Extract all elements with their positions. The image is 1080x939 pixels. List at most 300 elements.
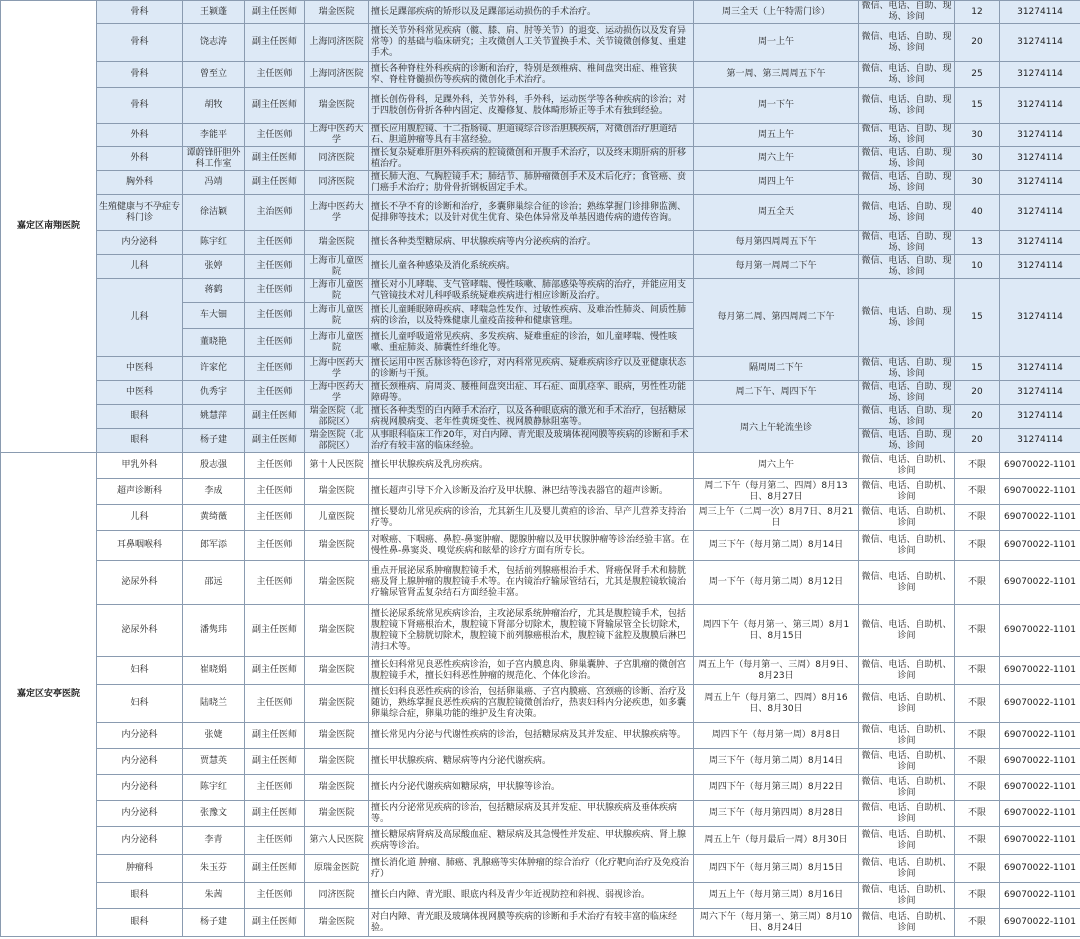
specialty-cell: 擅长内分泌代谢疾病如糖尿病，甲状腺等诊治。 — [369, 775, 694, 801]
source-hospital-cell: 第六人民医院 — [305, 827, 369, 855]
booking-method-cell: 微信、电话、自助机、诊间 — [859, 531, 955, 561]
clinic-time-cell: 周五上午（每月第三周）8月16日 — [694, 883, 859, 909]
table-row — [1, 24, 1080, 62]
specialty-cell: 擅长妇科良恶性疾病的诊治，包括卵巢癌、子宫内膜癌、宫颈癌的诊断、治疗及随访，熟练掌握良恶性疾病的宫腹腔镜微创治疗，热衷妇科内分泌疾患，如多囊卵巢综合症，卵巢功能的维护及生育决策。 — [369, 685, 694, 723]
specialty-cell: 对白内障、青光眼及玻璃体视网膜等疾病的诊断和手术治疗有较丰富的临床经验。 — [369, 909, 694, 937]
department-cell: 内分泌科 — [97, 749, 183, 775]
quota-cell: 15 — [955, 88, 1000, 124]
doctor-title-cell: 副主任医师 — [245, 24, 305, 62]
doctor-name-cell: 崔晓娟 — [183, 657, 245, 685]
quota-cell: 40 — [955, 195, 1000, 231]
department-cell: 内分泌科 — [97, 723, 183, 749]
source-hospital-cell: 上海市儿童医院 — [305, 255, 369, 279]
source-hospital-cell: 第十人民医院 — [305, 453, 369, 479]
department-cell: 耳鼻咽喉科 — [97, 531, 183, 561]
doctor-title-cell: 主任医师 — [245, 279, 305, 303]
specialty-cell: 擅长甲状腺疾病、糖尿病等内分泌代谢疾病。 — [369, 749, 694, 775]
clinic-time-cell: 周六上午 — [694, 453, 859, 479]
specialty-cell: 擅长泌尿系统常见疾病诊治，主攻泌尿系统肿瘤治疗，尤其是腹腔镜手术，包括腹腔镜下肾癌根治术，腹腔镜下肾部分切除术，腹腔镜下肾输尿管全长切除术，腹腔镜下全膀胱切除术，腹腔镜下前列腺癌根治术，腹腔镜下盆腔及腹膜后淋巴清扫术等。 — [369, 605, 694, 657]
department-cell: 眼科 — [97, 429, 183, 453]
doctor-name-cell: 张婕 — [183, 723, 245, 749]
doctor-title-cell: 主任医师 — [245, 531, 305, 561]
specialty-cell: 擅长儿童呼吸道常见疾病、多发疾病、疑难重症的诊治，如儿童哮喘、慢性咳嗽、重症肺炎、肺囊性纤维化等。 — [369, 329, 694, 357]
specialty-cell: 擅长复杂疑难肝胆外科疾病的腔镜微创和开腹手术治疗，以及终末期肝病的肝移植治疗。 — [369, 147, 694, 171]
doctor-name-cell: 潘隽玮 — [183, 605, 245, 657]
quota-cell: 20 — [955, 429, 1000, 453]
doctor-name-cell: 胡牧 — [183, 88, 245, 124]
department-cell: 眼科 — [97, 405, 183, 429]
quota-cell: 20 — [955, 24, 1000, 62]
clinic-time-cell: 周二下午、周四下午 — [694, 381, 859, 405]
phone-cell: 31274114 — [1000, 357, 1080, 381]
doctor-title-cell: 副主任医师 — [245, 405, 305, 429]
booking-method-cell: 微信、电话、自助、现场、诊间 — [859, 231, 955, 255]
doctor-name-cell: 仇秀宇 — [183, 381, 245, 405]
clinic-time-cell: 周四下午（每月第三周）8月15日 — [694, 855, 859, 883]
source-hospital-cell: 上海同济医院 — [305, 24, 369, 62]
phone-cell: 31274114 — [1000, 1, 1080, 24]
phone-cell: 69070022-1101 — [1000, 827, 1080, 855]
table-row — [1, 429, 1080, 453]
booking-method-cell: 微信、电话、自助机、诊间 — [859, 855, 955, 883]
table-row — [1, 723, 1080, 749]
doctor-title-cell: 副主任医师 — [245, 1, 305, 24]
clinic-time-cell: 周一上午 — [694, 24, 859, 62]
clinic-time-cell: 周四下午（每月第三周）8月22日 — [694, 775, 859, 801]
specialty-cell: 擅长关节外科常见疾病（髋、膝、肩、肘等关节）的退变、运动损伤以及发育异常等）的基础与临床研究；主攻微创人工关节置换手术、关节镜微创修复、重建手术。 — [369, 24, 694, 62]
clinic-time-cell: 周三下午（每月第四周）8月28日 — [694, 801, 859, 827]
doctor-name-cell: 杨子建 — [183, 909, 245, 937]
booking-method-cell: 微信、电话、自助机、诊间 — [859, 605, 955, 657]
department-cell: 甲乳外科 — [97, 453, 183, 479]
quota-cell: 不限 — [955, 685, 1000, 723]
booking-method-cell: 微信、电话、自助机、诊间 — [859, 723, 955, 749]
table-row — [1, 124, 1080, 147]
specialty-cell: 从事眼科临床工作20年，对白内障、青光眼及玻璃体视网膜等疾病的诊断和手术治疗有较丰富的临床经验。 — [369, 429, 694, 453]
doctor-title-cell: 主任医师 — [245, 381, 305, 405]
booking-method-cell: 微信、电话、自助机、诊间 — [859, 775, 955, 801]
doctor-title-cell: 副主任医师 — [245, 147, 305, 171]
quota-cell: 不限 — [955, 505, 1000, 531]
table-row — [1, 231, 1080, 255]
doctor-name-cell: 陈宇红 — [183, 231, 245, 255]
table-row — [1, 749, 1080, 775]
phone-cell: 31274114 — [1000, 429, 1080, 453]
department-cell: 儿科 — [97, 279, 183, 357]
doctor-name-cell: 姚慧萍 — [183, 405, 245, 429]
hospital-name: 嘉定区安亭医院 — [1, 453, 97, 937]
source-hospital-cell: 瑞金医院 — [305, 801, 369, 827]
quota-cell: 不限 — [955, 909, 1000, 937]
doctor-name-cell: 郎军添 — [183, 531, 245, 561]
source-hospital-cell: 瑞金医院 — [305, 231, 369, 255]
doctor-name-cell: 邵远 — [183, 561, 245, 605]
phone-cell: 69070022-1101 — [1000, 801, 1080, 827]
specialty-cell: 擅长各种脊柱外科疾病的诊断和治疗，特别是颈椎病、椎间盘突出症、椎管狭窄、脊柱脊髓损伤等疾病的微创化手术治疗。 — [369, 62, 694, 88]
department-cell: 肿瘤科 — [97, 855, 183, 883]
doctor-title-cell: 副主任医师 — [245, 723, 305, 749]
table-row — [1, 88, 1080, 124]
quota-cell: 15 — [955, 357, 1000, 381]
doctor-title-cell: 副主任医师 — [245, 171, 305, 195]
specialty-cell: 擅长运用中医舌脉诊特色诊疗，对内科常见疾病、疑难疾病诊疗以及亚健康状态的诊断与干预。 — [369, 357, 694, 381]
table-row — [1, 801, 1080, 827]
doctor-title-cell: 主治医师 — [245, 195, 305, 231]
source-hospital-cell: 瑞金医院 — [305, 479, 369, 505]
doctor-name-cell: 陆晓兰 — [183, 685, 245, 723]
quota-cell: 20 — [955, 381, 1000, 405]
source-hospital-cell: 上海同济医院 — [305, 62, 369, 88]
phone-cell: 69070022-1101 — [1000, 883, 1080, 909]
department-cell: 骨科 — [97, 88, 183, 124]
source-hospital-cell: 瑞金医院 — [305, 1, 369, 24]
booking-method-cell: 微信、电话、自助机、诊间 — [859, 909, 955, 937]
source-hospital-cell: 上海市儿童医院 — [305, 329, 369, 357]
doctor-name-cell: 饶志涛 — [183, 24, 245, 62]
quota-cell: 不限 — [955, 827, 1000, 855]
quota-cell: 20 — [955, 405, 1000, 429]
clinic-time-cell: 周五上午（每月第一、三周）8月9日、8月23日 — [694, 657, 859, 685]
source-hospital-cell: 同济医院 — [305, 171, 369, 195]
table-row — [1, 381, 1080, 405]
source-hospital-cell: 上海中医药大学 — [305, 124, 369, 147]
doctor-title-cell: 副主任医师 — [245, 657, 305, 685]
department-cell: 儿科 — [97, 255, 183, 279]
doctor-name-cell: 李成 — [183, 479, 245, 505]
specialty-cell: 擅长妇科常见良恶性疾病诊治，如子宫内膜息肉、卵巢囊肿、子宫肌瘤的微创宫腹腔镜手术，擅长妇科恶性肿瘤的规范化、个体化诊治。 — [369, 657, 694, 685]
clinic-time-cell: 周六上午 — [694, 147, 859, 171]
clinic-time-cell: 周一下午（每月第二周）8月12日 — [694, 561, 859, 605]
table-row — [1, 453, 1080, 479]
clinic-time-cell: 周四上午 — [694, 171, 859, 195]
department-cell: 外科 — [97, 147, 183, 171]
quota-cell: 10 — [955, 255, 1000, 279]
phone-cell: 69070022-1101 — [1000, 531, 1080, 561]
table-row — [1, 657, 1080, 685]
source-hospital-cell: 瑞金医院 — [305, 749, 369, 775]
doctor-name-cell: 徐洁颖 — [183, 195, 245, 231]
clinic-time-cell: 每月第一周周二下午 — [694, 255, 859, 279]
specialty-cell: 擅长消化道 肿瘤、肺癌、乳腺癌等实体肿瘤的综合治疗（化疗靶向治疗及免疫治疗） — [369, 855, 694, 883]
booking-method-cell: 微信、电话、自助机、诊间 — [859, 479, 955, 505]
clinic-time-cell: 周六上午轮流坐诊 — [694, 405, 859, 453]
source-hospital-cell: 瑞金医院（北部院区） — [305, 405, 369, 429]
source-hospital-cell: 儿童医院 — [305, 505, 369, 531]
doctor-name-cell: 李青 — [183, 827, 245, 855]
source-hospital-cell: 同济医院 — [305, 147, 369, 171]
booking-method-cell: 微信、电话、自助机、诊间 — [859, 561, 955, 605]
source-hospital-cell: 瑞金医院 — [305, 88, 369, 124]
clinic-time-cell: 周五上午 — [694, 124, 859, 147]
phone-cell: 69070022-1101 — [1000, 657, 1080, 685]
quota-cell: 不限 — [955, 479, 1000, 505]
specialty-cell: 擅长创伤骨科，足踝外科，关节外科，手外科，运动医学等各种疾病的诊治；对于四肢创伤骨折各种内固定、皮瓣修复、肢体畸形矫正等手术有独到经验。 — [369, 88, 694, 124]
quota-cell: 30 — [955, 124, 1000, 147]
quota-cell: 不限 — [955, 855, 1000, 883]
phone-cell: 31274114 — [1000, 405, 1080, 429]
doctor-title-cell: 主任医师 — [245, 561, 305, 605]
table-row — [1, 279, 1080, 303]
doctor-title-cell: 副主任医师 — [245, 429, 305, 453]
table-row — [1, 357, 1080, 381]
phone-cell: 69070022-1101 — [1000, 605, 1080, 657]
quota-cell: 不限 — [955, 749, 1000, 775]
department-cell: 骨科 — [97, 1, 183, 24]
doctor-name-cell: 朱玉芬 — [183, 855, 245, 883]
booking-method-cell: 微信、电话、自助、现场、诊间 — [859, 381, 955, 405]
table-row — [1, 62, 1080, 88]
doctor-title-cell: 主任医师 — [245, 255, 305, 279]
quota-cell: 25 — [955, 62, 1000, 88]
specialty-cell: 擅长儿童睡眠障碍疾病、哮喘急性发作、过敏性疾病、及难治性肺炎、间质性肺病的诊治，以及特殊健康儿童疫苗接种和健康管理。 — [369, 303, 694, 329]
quota-cell: 不限 — [955, 657, 1000, 685]
booking-method-cell: 微信、电话、自助机、诊间 — [859, 505, 955, 531]
specialty-cell: 擅长不孕不育的诊断和治疗，多囊卵巢综合征的诊治；熟练掌握门诊排卵监测、促排卵等技术；以及针对优生优育、染色体异常及单基因遗传病的遗传咨询。 — [369, 195, 694, 231]
department-cell: 内分泌科 — [97, 827, 183, 855]
specialty-cell: 擅长对小儿哮喘、支气管哮喘、慢性咳嗽、肺部感染等疾病的治疗，并能应用支气管镜技术对儿科呼吸系统疑难疾病进行相应诊断及治疗。 — [369, 279, 694, 303]
table-row — [1, 685, 1080, 723]
specialty-cell: 擅长甲状腺疾病及乳房疾病。 — [369, 453, 694, 479]
clinic-time-cell: 周一下午 — [694, 88, 859, 124]
quota-cell: 不限 — [955, 531, 1000, 561]
booking-method-cell: 微信、电话、自助、现场、诊间 — [859, 357, 955, 381]
table-row — [1, 195, 1080, 231]
department-cell: 外科 — [97, 124, 183, 147]
table-row — [1, 605, 1080, 657]
table-row — [1, 1, 1080, 24]
doctor-title-cell: 副主任医师 — [245, 909, 305, 937]
hospital-name: 嘉定区南翔医院 — [1, 1, 97, 453]
doctor-name-cell: 车大钿 — [183, 303, 245, 329]
specialty-cell: 擅长各种类型糖尿病、甲状腺疾病等内分泌疾病的治疗。 — [369, 231, 694, 255]
doctor-title-cell: 主任医师 — [245, 357, 305, 381]
clinic-time-cell: 周五上午（每月第二、四周）8月16日、8月30日 — [694, 685, 859, 723]
source-hospital-cell: 原瑞金医院 — [305, 855, 369, 883]
department-cell: 妇科 — [97, 657, 183, 685]
source-hospital-cell: 瑞金医院 — [305, 657, 369, 685]
clinic-time-cell: 周四下午（每月第一周）8月8日 — [694, 723, 859, 749]
source-hospital-cell: 上海中医药大学 — [305, 381, 369, 405]
specialty-cell: 擅长婴幼儿常见疾病的诊治，尤其新生儿及婴儿黄疸的诊治、早产儿营养支持治疗等。 — [369, 505, 694, 531]
doctor-name-cell: 许家佗 — [183, 357, 245, 381]
phone-cell: 31274114 — [1000, 124, 1080, 147]
doctor-name-cell: 陈宇红 — [183, 775, 245, 801]
specialty-cell: 擅长应用腹腔镜、十二指肠镜、胆道镜综合诊治胆胰疾病，对微创治疗胆道结石、胆道肿瘤等具有丰富经验。 — [369, 124, 694, 147]
phone-cell: 31274114 — [1000, 147, 1080, 171]
doctor-name-cell: 杨子建 — [183, 429, 245, 453]
phone-cell: 69070022-1101 — [1000, 723, 1080, 749]
phone-cell: 31274114 — [1000, 255, 1080, 279]
phone-cell: 31274114 — [1000, 279, 1080, 357]
phone-cell: 69070022-1101 — [1000, 453, 1080, 479]
phone-cell: 69070022-1101 — [1000, 685, 1080, 723]
booking-method-cell: 微信、电话、自助、现场、诊间 — [859, 195, 955, 231]
specialty-cell: 对喉癌、下咽癌、鼻腔-鼻窦肿瘤、腮腺肿瘤以及甲状腺肿瘤等诊治经验丰富。在慢性鼻-鼻窦炎、嗅觉疾病和眩晕的诊疗方面有所专长。 — [369, 531, 694, 561]
booking-method-cell: 微信、电话、自助、现场、诊间 — [859, 405, 955, 429]
source-hospital-cell: 瑞金医院 — [305, 531, 369, 561]
booking-method-cell: 微信、电话、自助、现场、诊间 — [859, 147, 955, 171]
booking-method-cell: 微信、电话、自助机、诊间 — [859, 883, 955, 909]
department-cell: 儿科 — [97, 505, 183, 531]
department-cell: 超声诊断科 — [97, 479, 183, 505]
source-hospital-cell: 瑞金医院 — [305, 775, 369, 801]
phone-cell: 31274114 — [1000, 88, 1080, 124]
doctor-name-cell: 黄绮薇 — [183, 505, 245, 531]
doctor-title-cell: 主任医师 — [245, 775, 305, 801]
booking-method-cell: 微信、电话、自助机、诊间 — [859, 827, 955, 855]
clinic-time-cell: 周三上午（二周一次）8月7日、8月21日 — [694, 505, 859, 531]
doctor-title-cell: 主任医师 — [245, 883, 305, 909]
table-row — [1, 883, 1080, 909]
department-cell: 眼科 — [97, 883, 183, 909]
phone-cell: 69070022-1101 — [1000, 749, 1080, 775]
quota-cell: 不限 — [955, 605, 1000, 657]
table-row — [1, 531, 1080, 561]
specialty-cell: 重点开展泌尿系肿瘤腹腔镜手术，包括前列腺癌根治手术、肾癌保肾手术和膀胱癌及肾上腺肿瘤的腹腔镜手术等。在内镜治疗输尿管结石，尤其是腹腔镜软镜治疗输尿管肾盂复杂结石方面经验丰富。 — [369, 561, 694, 605]
booking-method-cell: 微信、电话、自助机、诊间 — [859, 685, 955, 723]
clinic-time-cell: 第一周、第三周周五下午 — [694, 62, 859, 88]
table-row — [1, 827, 1080, 855]
clinic-time-cell: 周五上午（每月最后一周）8月30日 — [694, 827, 859, 855]
department-cell: 中医科 — [97, 381, 183, 405]
department-cell: 妇科 — [97, 685, 183, 723]
phone-cell: 31274114 — [1000, 195, 1080, 231]
clinic-time-cell: 周五全天 — [694, 195, 859, 231]
booking-method-cell: 微信、电话、自助机、诊间 — [859, 453, 955, 479]
specialty-cell: 擅长超声引导下介入诊断及治疗及甲状腺、淋巴结等浅表器官的超声诊断。 — [369, 479, 694, 505]
doctor-title-cell: 主任医师 — [245, 303, 305, 329]
department-cell: 骨科 — [97, 62, 183, 88]
department-cell: 眼科 — [97, 909, 183, 937]
department-cell: 泌尿外科 — [97, 605, 183, 657]
booking-method-cell: 微信、电话、自助、现场、诊间 — [859, 1, 955, 24]
clinic-time-cell: 周六下午（每月第一、第三周）8月10日、8月24日 — [694, 909, 859, 937]
department-cell: 胸外科 — [97, 171, 183, 195]
source-hospital-cell: 同济医院 — [305, 883, 369, 909]
booking-method-cell: 微信、电话、自助、现场、诊间 — [859, 255, 955, 279]
department-cell: 内分泌科 — [97, 775, 183, 801]
doctor-name-cell: 朱茜 — [183, 883, 245, 909]
specialty-cell: 擅长内分泌常见疾病的诊治，包括糖尿病及其并发症、甲状腺疾病及垂体疾病等。 — [369, 801, 694, 827]
doctor-name-cell: 张豫文 — [183, 801, 245, 827]
booking-method-cell: 微信、电话、自助、现场、诊间 — [859, 24, 955, 62]
doctor-name-cell: 李能平 — [183, 124, 245, 147]
doctor-name-cell: 董晓艳 — [183, 329, 245, 357]
clinic-time-cell: 周四下午（每月第一、第三周）8月1日、8月15日 — [694, 605, 859, 657]
table-row — [1, 561, 1080, 605]
doctor-name-cell: 曾至立 — [183, 62, 245, 88]
specialty-cell: 擅长儿童各种感染及消化系统疾病。 — [369, 255, 694, 279]
source-hospital-cell: 瑞金医院（北部院区） — [305, 429, 369, 453]
booking-method-cell: 微信、电话、自助、现场、诊间 — [859, 171, 955, 195]
department-cell: 生殖健康与不孕症专科门诊 — [97, 195, 183, 231]
source-hospital-cell: 瑞金医院 — [305, 685, 369, 723]
doctor-title-cell: 主任医师 — [245, 479, 305, 505]
phone-cell: 31274114 — [1000, 381, 1080, 405]
quota-cell: 15 — [955, 279, 1000, 357]
source-hospital-cell: 上海市儿童医院 — [305, 279, 369, 303]
clinic-time-cell: 周三全天（上午特需门诊） — [694, 1, 859, 24]
source-hospital-cell: 瑞金医院 — [305, 723, 369, 749]
quota-cell: 12 — [955, 1, 1000, 24]
quota-cell: 不限 — [955, 883, 1000, 909]
doctor-title-cell: 副主任医师 — [245, 749, 305, 775]
doctor-name-cell: 贾慧英 — [183, 749, 245, 775]
doctor-title-cell: 主任医师 — [245, 124, 305, 147]
doctor-name-cell: 冯靖 — [183, 171, 245, 195]
quota-cell: 30 — [955, 147, 1000, 171]
source-hospital-cell: 瑞金医院 — [305, 561, 369, 605]
clinic-time-cell: 周二下午（每月第二、四周）8月13日、8月27日 — [694, 479, 859, 505]
doctor-name-cell: 王颍蓬 — [183, 1, 245, 24]
department-cell: 内分泌科 — [97, 801, 183, 827]
table-row — [1, 855, 1080, 883]
quota-cell: 13 — [955, 231, 1000, 255]
clinic-time-cell: 每月第四周周五下午 — [694, 231, 859, 255]
quota-cell: 30 — [955, 171, 1000, 195]
table-row — [1, 255, 1080, 279]
phone-cell: 31274114 — [1000, 62, 1080, 88]
booking-method-cell: 微信、电话、自助、现场、诊间 — [859, 88, 955, 124]
phone-cell: 69070022-1101 — [1000, 561, 1080, 605]
phone-cell: 69070022-1101 — [1000, 775, 1080, 801]
department-cell: 骨科 — [97, 24, 183, 62]
table-row — [1, 479, 1080, 505]
doctor-title-cell: 副主任医师 — [245, 801, 305, 827]
booking-method-cell: 微信、电话、自助机、诊间 — [859, 801, 955, 827]
specialty-cell: 擅长足踝部疾病的矫形以及足踝部运动损伤的手术治疗。 — [369, 1, 694, 24]
phone-cell: 69070022-1101 — [1000, 855, 1080, 883]
doctor-title-cell: 副主任医师 — [245, 605, 305, 657]
quota-cell: 不限 — [955, 453, 1000, 479]
doctor-name-cell: 张婷 — [183, 255, 245, 279]
booking-method-cell: 微信、电话、自助机、诊间 — [859, 657, 955, 685]
table-row — [1, 147, 1080, 171]
doctor-title-cell: 主任医师 — [245, 685, 305, 723]
quota-cell: 不限 — [955, 775, 1000, 801]
source-hospital-cell: 瑞金医院 — [305, 909, 369, 937]
table-row — [1, 909, 1080, 937]
specialty-cell: 擅长颈椎病、肩周炎、腰椎间盘突出症、耳石症、面肌痉挛、眼病，男性性功能障碍等。 — [369, 381, 694, 405]
clinic-time-cell: 周三下午（每月第二周）8月14日 — [694, 749, 859, 775]
table-row — [1, 171, 1080, 195]
department-cell: 泌尿外科 — [97, 561, 183, 605]
phone-cell: 31274114 — [1000, 231, 1080, 255]
doctor-title-cell: 副主任医师 — [245, 88, 305, 124]
clinic-time-cell: 隔周周二下午 — [694, 357, 859, 381]
booking-method-cell: 微信、电话、自助、现场、诊间 — [859, 429, 955, 453]
quota-cell: 不限 — [955, 723, 1000, 749]
table-row — [1, 775, 1080, 801]
quota-cell: 不限 — [955, 561, 1000, 605]
doctor-name-cell: 谭蔚锋肝胆外科工作室 — [183, 147, 245, 171]
booking-method-cell: 微信、电话、自助、现场、诊间 — [859, 62, 955, 88]
quota-cell: 不限 — [955, 801, 1000, 827]
doctor-name-cell: 殷志强 — [183, 453, 245, 479]
table-row — [1, 405, 1080, 429]
department-cell: 内分泌科 — [97, 231, 183, 255]
doctor-title-cell: 主任医师 — [245, 827, 305, 855]
clinic-time-cell: 周三下午（每月第二周）8月14日 — [694, 531, 859, 561]
source-hospital-cell: 瑞金医院 — [305, 605, 369, 657]
department-cell: 中医科 — [97, 357, 183, 381]
table-row — [1, 505, 1080, 531]
booking-method-cell: 微信、电话、自助、现场、诊间 — [859, 279, 955, 357]
specialty-cell: 擅长白内障、青光眼、眼底内科及青少年近视防控和斜视、弱视诊治。 — [369, 883, 694, 909]
doctor-title-cell: 主任医师 — [245, 62, 305, 88]
specialty-cell: 擅长各种类型的白内障手术治疗，以及各种眼底病的激光和手术治疗，包括糖尿病视网膜病变、老年性黄斑变性、视网膜静脉阻塞等。 — [369, 405, 694, 429]
phone-cell: 31274114 — [1000, 24, 1080, 62]
